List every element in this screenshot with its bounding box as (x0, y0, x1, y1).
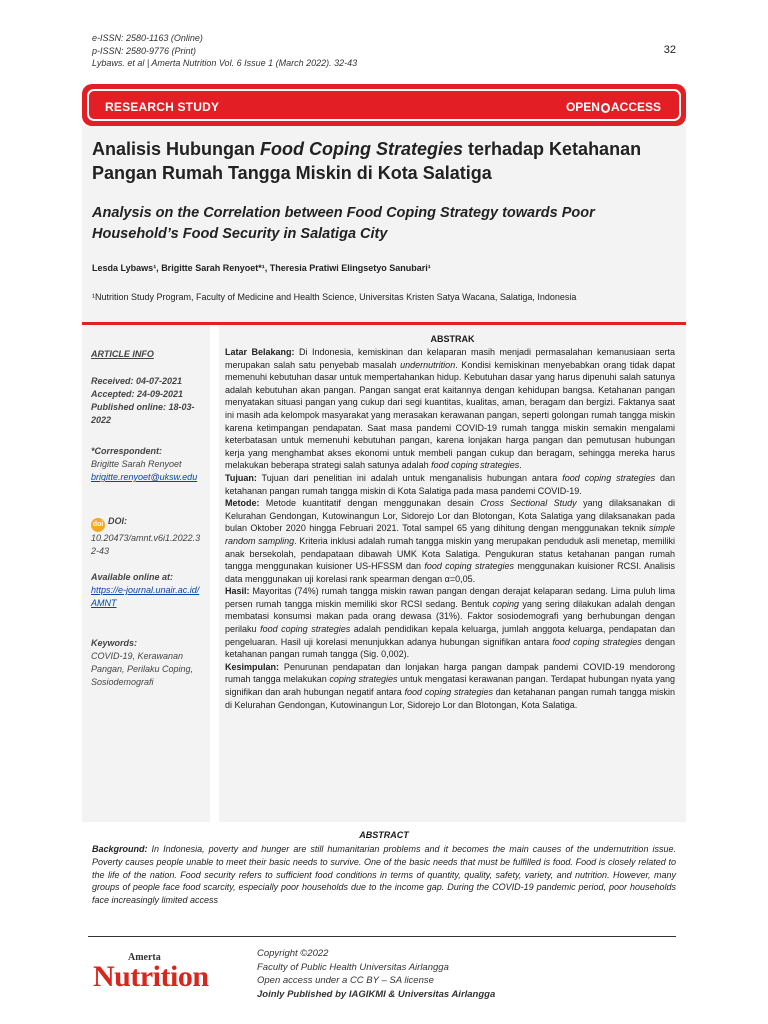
abstrak-title: ABSTRAK (430, 334, 475, 344)
article-info-heading: ARTICLE INFO (91, 349, 154, 359)
authors: Lesda Lybaws¹, Brigitte Sarah Renyoet*¹, Theresia Pratiwi Elingsetyo Sanubari¹ (92, 263, 431, 273)
open-label: OPEN (565, 100, 600, 114)
logo-nutrition: Nutrition (93, 960, 209, 993)
doi-icon: doi (91, 518, 105, 532)
banner-border (87, 89, 681, 121)
eissn: e-ISSN: 2580-1163 (Online) (92, 33, 203, 43)
affiliation: ¹Nutrition Study Program, Faculty of Medicine and Health Science, Universitas Kristen Satya Wacana, Salatiga, Indonesia (92, 292, 577, 302)
citation: Lybaws. et al | Amerta Nutrition Vol. 6 Issue 1 (March 2022). 32-43 (92, 58, 358, 68)
abstrak-latar: Latar Belakang: Di Indonesia, kemiskinan dan kelaparan masih menjadi permasalahan kemanusiaan serta merupakan salah satu penyebab masalah undernutrition. Kondisi kemiskinan menyebabkan orang tidak dapat memenuhi kebutuhan dasar untuk mempertahankan hidup. Kebutuhan dasar yang harus dipenuhi salah satunya adalah kebutuhan akan pangan. Pangan sangat erat kaitannya dengan kehidupan bangsa. Ketahanan pangan menyatakan situasi pangan yang cukup dari segi kuantitas, kualitas, aman, beragam dan bergizi. Faktanya saat ini masih ada kelompok masyarakat yang merasakan kerawanan pangan, seperti golongan rumah tangga miskin karena ketimpangan pendapatan. Saat masa pandemi COVID-19 rumah tangga miskin semakin mengalami keterbatasan untuk memenuhi kebutuhan pangan, karena lonjakan harga pangan dan pemutusan hubungan kerja yang menghambat akses ekonomi untuk membeli pangan cukup dan beragam, sehingga mereka harus melakukan beberapa strategi salah satunya adalah food coping strategies. (225, 347, 676, 471)
title-english: Analysis on the Correlation between Food Coping Strategy towards Poor Household’s Food Security in Salatiga City (92, 205, 595, 242)
journal-link[interactable]: https://e-journal.unair.ac.id/AMNT (91, 585, 200, 608)
open-access-lock-icon (601, 103, 610, 113)
logo-amerta: Amerta (128, 952, 161, 963)
journal-meta (92, 32, 357, 70)
access-label: ACCESS (610, 100, 661, 114)
article-dates: Received: 04-07-2021 Accepted: 24-09-2021 Published online: 18-03-2022 (91, 376, 195, 425)
research-study-banner (82, 84, 686, 126)
available-online: Available online at: https://e-journal.unair.ac.id/AMNT (91, 571, 203, 610)
banner-label: RESEARCH STUDY (105, 100, 220, 114)
footer-info: Copyright ©2022 Faculty of Public Health Universitas Airlangga Open access under a CC BY – SA license Joinly Published by IAGIKMI & Universitas Airlangga (257, 948, 496, 1000)
correspondent-email-link[interactable]: brigitte.renyoet@uksw.edu (91, 472, 198, 482)
title-indonesian: Analisis Hubungan Food Coping Strategies terhadap Ketahanan Pangan Rumah Tangga Miskin di Kota Salatiga (92, 139, 642, 183)
doi-value[interactable]: 10.20473/amnt.v6i1.2022.32-43 (91, 533, 201, 556)
abstract-body: Background: In Indonesia, poverty and hunger are still humanitarian problems and it becomes the main causes of the undernutrition issue. Poverty causes people unable to meet their basic needs to survive. One of the basic needs that must be fulfilled is food. Food is closely related to the life of the nation. Food security refers to sufficient food conditions in terms of quantity, quality, safety, variety, and nutrition. However, many groups of people face food scarcity, especially poor households due to the income gap. During the COVID-19 pandemic period, poor households face increasingly limited access (92, 844, 676, 906)
abstrak-body (225, 346, 675, 711)
pissn: p-ISSN: 2580-9776 (Print) (92, 45, 197, 56)
correspondent: *Correspondent: Brigitte Sarah Renyoet brigitte.renyoet@uksw.edu (91, 445, 203, 484)
footer-divider (88, 936, 676, 937)
abstrak-hasil: Hasil: Mayoritas (74%) rumah tangga miskin rawan pangan dengan derajat kelaparan sedang. Lima puluh lima persen rumah tangga miskin memiliki skor RCSI sedang. Bentuk coping yang sering dilakukan adalah dengan membatasi konsumsi makan pada orang dewasa (31%). Faktor sosiodemografi yang berhubungan dengan perilaku food coping strategies adalah pendidikan kepala keluarga, jumlah anggota keluarga, pendapatan dan pengeluaran. Hasil uji korelasi menunjukkan adanya hubungan signifikan antara food coping strategies dengan ketahanan pangan rumah tangga (Sig. 0,002). (225, 586, 675, 660)
doi: doi DOI: 10.20473/amnt.v6i1.2022.32-43 (91, 515, 203, 558)
abstrak-kesimpulan: Kesimpulan: Penurunan pendapatan dan lonjakan harga pangan dampak pandemi COVID-19 mendorong rumah tangga melakukan coping strategies untuk mengatasi kerawanan pangan. Terdapat hubungan nyata yang signifikan dan arah hubungan negatif antara food coping strategies dan ketahanan pangan rumah tangga miskin di Kelurahan Gendongan, Kutowinangun Lor, Sidorejo Lor dan Blotongan, Kota Salatiga. (225, 661, 676, 710)
abstrak-metode: Metode: Metode kuantitatif dengan menggunakan desain Cross Sectional Study yang dilaksanakan di Kelurahan Gendongan, Kutowinangun Lor, Sidorejo Lor dan Blotongan, Kota Salatiga yang dilaksanakan pada bulan Oktober 2020 hingga Februari 2021. Total sampel 65 yang dihitung dengan menggunakan teknik simple random sampling. Kriteria inklusi adalah rumah tangga miskin yang merupakan penduduk asli menetap, memiliki anak bersekolah, pendapataan dibawah UMK Kota Salatiga. Pengukuran status ketahanan pangan rumah tangga menggunakan kuisioner US-HFSSM dan food coping strategies menggunakan kuisioner RCSI. Analisis data menggunakan uji korelasi rank spearman dengan α=0,05. (225, 498, 676, 584)
abstrak-tujuan: Tujuan: Tujuan dari penelitian ini adalah untuk menganalisis hubungan antara food coping strategies dan ketahanan pangan rumah tangga miskin di Kota Salatiga pada masa pandemi COVID-19. (225, 472, 675, 496)
open-access-badge (566, 100, 661, 114)
keywords: Keywords: COVID-19, Kerawanan Pangan, Perilaku Coping, Sosiodemografi (91, 638, 194, 687)
page-number: 32 (663, 44, 676, 56)
abstract-title: ABSTRACT (359, 830, 409, 840)
